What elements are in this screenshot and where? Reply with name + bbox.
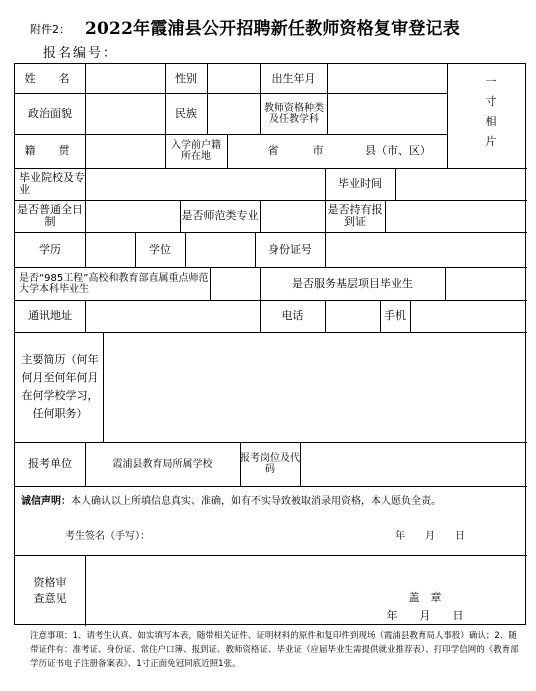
signature-label: 考生签名（手写）： [65,530,150,542]
rule [447,64,448,168]
resume-label: 主要简历（何年何月至何年何月在何学校学习，任何职务） [21,353,99,420]
page-title: 2022年霞浦县公开招聘新任教师资格复审登记表 [85,19,460,39]
rule [325,300,326,332]
unit-label: 报考单位 [28,457,72,470]
rule [85,134,86,168]
rule [210,267,211,300]
registration-form [14,63,526,625]
county-label: 县（市、区） [365,144,431,157]
political-label: 政治面貌 [28,106,72,120]
post-label: 报考岗位及代码 [240,453,300,475]
native-label: 籍 贯 [24,144,76,157]
gender-label: 性别 [175,71,197,85]
id-number-label: 身份证号 [268,242,312,256]
review-label: 资格审查意见 [33,575,67,605]
phone-label: 电话 [281,309,304,322]
rule [300,442,301,486]
rule [103,332,104,442]
rule [85,300,86,332]
rule [227,134,228,168]
key-university-label: 是否“985工程”高校和教育部直属重点师范大学本科毕业生 [19,272,209,295]
school-major-label: 毕业院校及专业 [19,171,85,196]
normal-major-label: 是否师范类专业 [181,209,259,222]
rule [85,555,86,626]
rule [395,168,396,200]
grassroots-label: 是否服务基层项目毕业生 [292,276,413,290]
name-label: 姓 名 [24,71,76,85]
integrity-title: 诚信声明： [21,495,71,507]
birth-label: 出生年月 [271,71,316,85]
province-label: 省 [267,144,279,157]
seal-label: 盖 章 [408,591,442,604]
cert-type-label: 教师资格种类及任教学科 [264,102,324,125]
integrity-text: 本人确认以上所填信息真实、准确，如有不实导致被取消录用资格，本人愿负全责。 [71,495,441,507]
rule [15,555,527,556]
registration-number-label: 报名编号： [43,46,119,61]
sign-date: 年 月 日 [395,530,465,542]
rule [260,200,261,232]
attachment-label: 附件2： [30,23,70,36]
review-date: 年 月 日 [386,609,464,622]
rule [207,64,208,134]
rule [15,200,527,201]
address-label: 通讯地址 [28,309,72,322]
report-cert-label: 是否持有报到证 [327,203,383,228]
rule [185,232,186,267]
rule [85,168,86,200]
photo-label: 一寸相片 [485,75,497,148]
rule [410,300,411,332]
rule [85,200,86,232]
fulltime-label: 是否普通全日制 [17,203,83,228]
rule [85,64,86,134]
degree-label: 学位 [149,242,171,256]
rule [385,200,386,232]
ethnic-label: 民族 [175,106,197,120]
rule [15,486,527,487]
rule [327,64,328,134]
hukou-label: 入学前户籍所在地 [171,140,221,162]
rule [325,232,326,267]
mobile-label: 手机 [384,309,406,322]
city-label: 市 [312,144,324,157]
rule [15,168,527,169]
education-label: 学历 [39,242,61,256]
rule [85,232,86,267]
rule [445,267,446,300]
integrity-statement [15,494,527,508]
notes: 注意事项：1、请考生认真、如实填写本表，随带相关证件、证明材料的原件和复印件到现场（霞浦县教育局人事股）确认；2、随带证件有：准考证、身份证、常住户口簿、报到证、教师资格证、毕业证（应届毕业生需提供就业推荐表）、打印学信网的《教育部学历证书电子注册备案表》、1寸正面免冠同底近照1张。 [30,631,519,669]
unit-value: 霞浦县教育局所属学校 [112,458,213,470]
grad-time-label: 毕业时间 [338,177,382,190]
